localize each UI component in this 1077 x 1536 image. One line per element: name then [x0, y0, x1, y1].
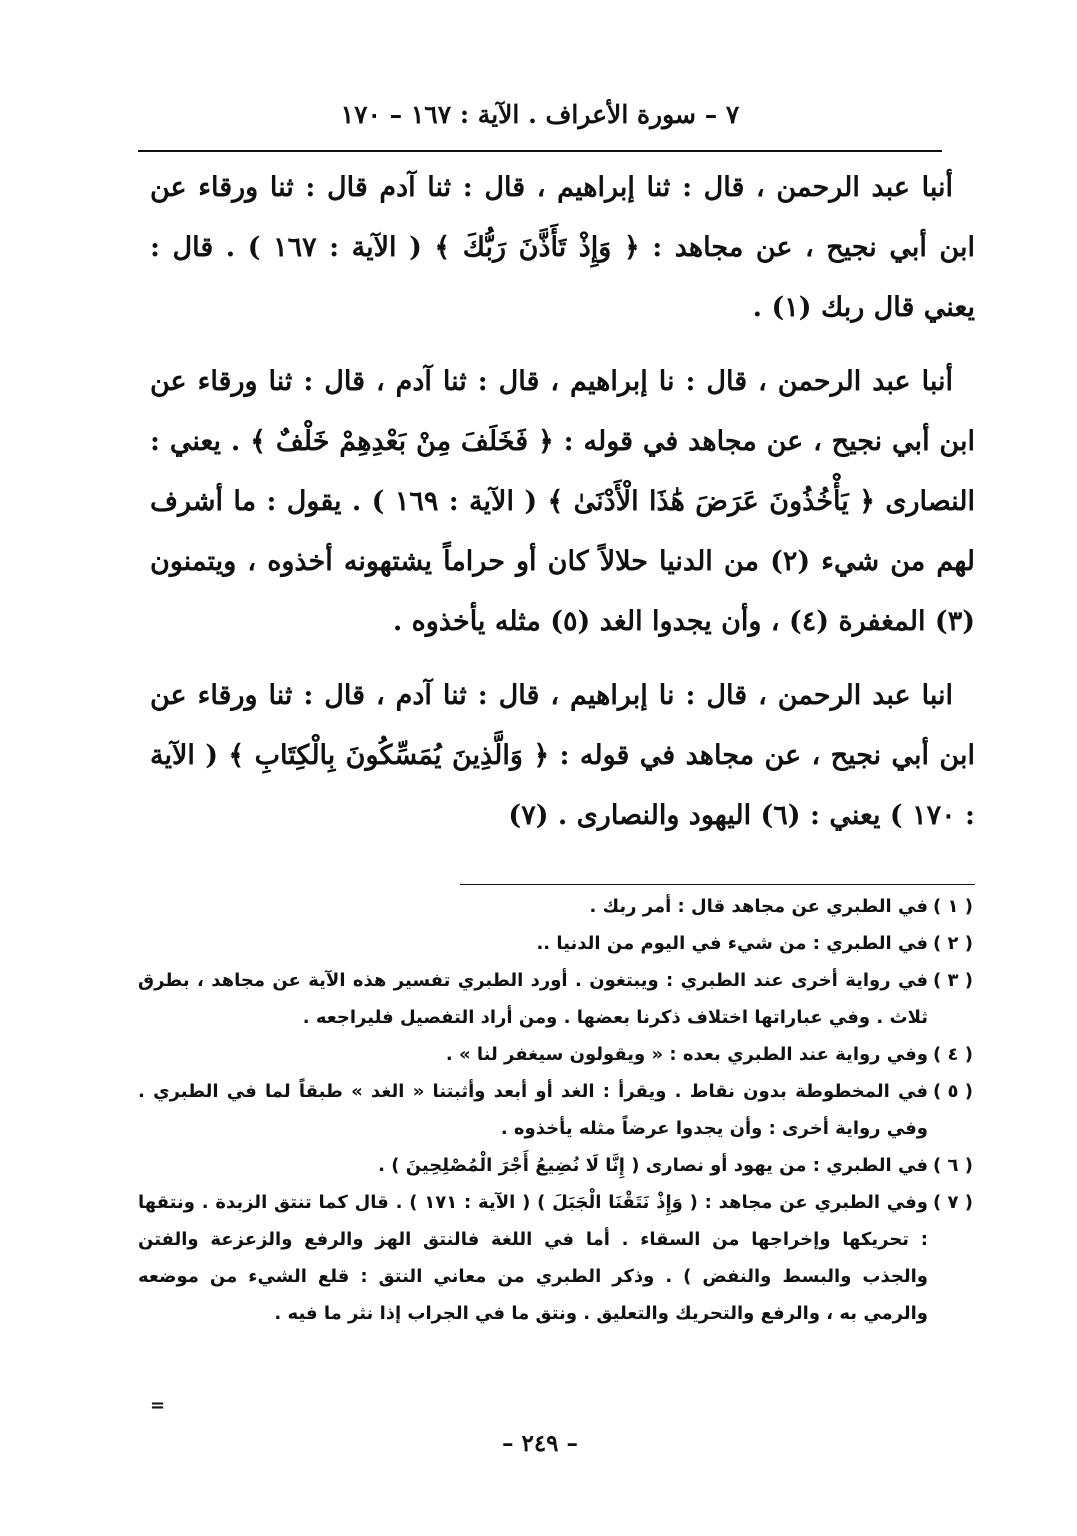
footnote-text: في الطبري : من يهود أو نصارى ( إِنَّا لَا نُضِيعُ أَجْرَ الْمُصْلِحِينَ ) .	[378, 1155, 928, 1176]
footnote-number: ( ٦ )	[933, 1155, 973, 1176]
footnote-rule	[460, 884, 975, 885]
footnote-number: ( ٤ )	[933, 1044, 973, 1065]
footnote-5	[138, 1073, 978, 1147]
footnote-7	[138, 1184, 978, 1332]
footnote-text: في الطبري عن مجاهد قال : أمر ربك .	[589, 896, 928, 917]
paragraph-3: انبا عبد الرحمن ، قال : نا إبراهيم ، قال : ثنا آدم ، قال : ثنا ورقاء عن ابن أبي نجيح ، عن مجاهد في قوله : ﴿ وَالَّذِينَ يُمَسِّكُونَ بِالْكِتَابِ ﴾ ( الآية : ١٧٠ ) يعني : (٦) اليهود والنصارى . (٧)	[150, 680, 975, 831]
footnote-1	[138, 888, 978, 925]
footnote-text: وفي رواية عند الطبري بعده : « ويقولون سيغفر لنا » .	[445, 1044, 928, 1065]
header-rule	[138, 150, 942, 152]
footnote-number: ( ٥ )	[933, 1081, 973, 1102]
paragraph-1: أنبا عبد الرحمن ، قال : ثنا إبراهيم ، قال : ثنا آدم قال : ثنا ورقاء عن ابن أبي نجيح ، عن مجاهد : ﴿ وَإِذْ تَأَذَّنَ رَبُّكَ ﴾ ( الآية : ١٦٧ ) . قال : يعني قال ربك (١) .	[150, 172, 975, 323]
footnote-text: وفي الطبري عن مجاهد : ( وَإِذْ نَتَقْنَا الْجَبَلَ ) ( الآية : ١٧١ ) . قال كما تنتق الزبدة . ونتقها : تحريكها وإخراجها من السقاء . أما في اللغة فالنتق الهز والرفع والزعزعة والفتن والجذب والبسط والنفض ) . وذكر الطبري من معاني النتق : قلع الشيء من موضعه والرمي به ، والرفع والتحريك والتعليق . ونتق ما في الجراب إذا نثر ما فيه .	[138, 1192, 928, 1324]
footnotes	[138, 888, 978, 1332]
footnote-3	[138, 962, 978, 1036]
footnote-6	[138, 1147, 978, 1184]
continuation-mark: =	[150, 1395, 166, 1416]
footnote-text: في رواية أخرى عند الطبري : ويبتغون . أورد الطبري تفسير هذه الآية عن مجاهد ، بطرق ثلاث . وفي عباراتها اختلاف ذكرنا بعضها . ومن أراد التفصيل فليراجعه .	[138, 970, 928, 1028]
main-text	[150, 158, 975, 846]
footnote-text: في الطبري : من شيء في اليوم من الدنيا ..	[536, 933, 928, 954]
running-header: ٧ – سورة الأعراف . الآية : ١٦٧ – ١٧٠	[340, 100, 740, 129]
footnote-number: ( ٢ )	[933, 933, 973, 954]
footnote-number: ( ٧ )	[933, 1192, 973, 1213]
footnote-2	[138, 925, 978, 962]
paragraph-2: أنبا عبد الرحمن ، قال : نا إبراهيم ، قال : ثنا آدم ، قال : ثنا ورقاء عن ابن أبي نجيح ، عن مجاهد في قوله : ﴿ فَخَلَفَ مِنْ بَعْدِهِمْ خَلْفٌ ﴾ . يعني : النصارى ﴿ يَأْخُذُونَ عَرَضَ هَٰذَا الْأَدْنَىٰ ﴾ ( الآية : ١٦٩ ) . يقول : ما أشرف لهم من شيء (٢) من الدنيا حلالاً كان أو حراماً يشتهونه أخذوه ، ويتمنون (٣) المغفرة (٤) ، وأن يجدوا الغد (٥) مثله يأخذوه .	[150, 366, 976, 637]
footnote-number: ( ١ )	[933, 896, 973, 917]
footnote-number: ( ٣ )	[933, 970, 973, 991]
page-number: – ٢٤٩ –	[501, 1430, 579, 1457]
footnote-4	[138, 1036, 978, 1073]
footnote-text: في المخطوطة بدون نقاط . ويقرأ : الغد أو أبعد وأثبتنا « الغد » طبقاً لما في الطبري . وفي رواية أخرى : وأن يجدوا عرضاً مثله يأخذوه .	[138, 1081, 928, 1139]
